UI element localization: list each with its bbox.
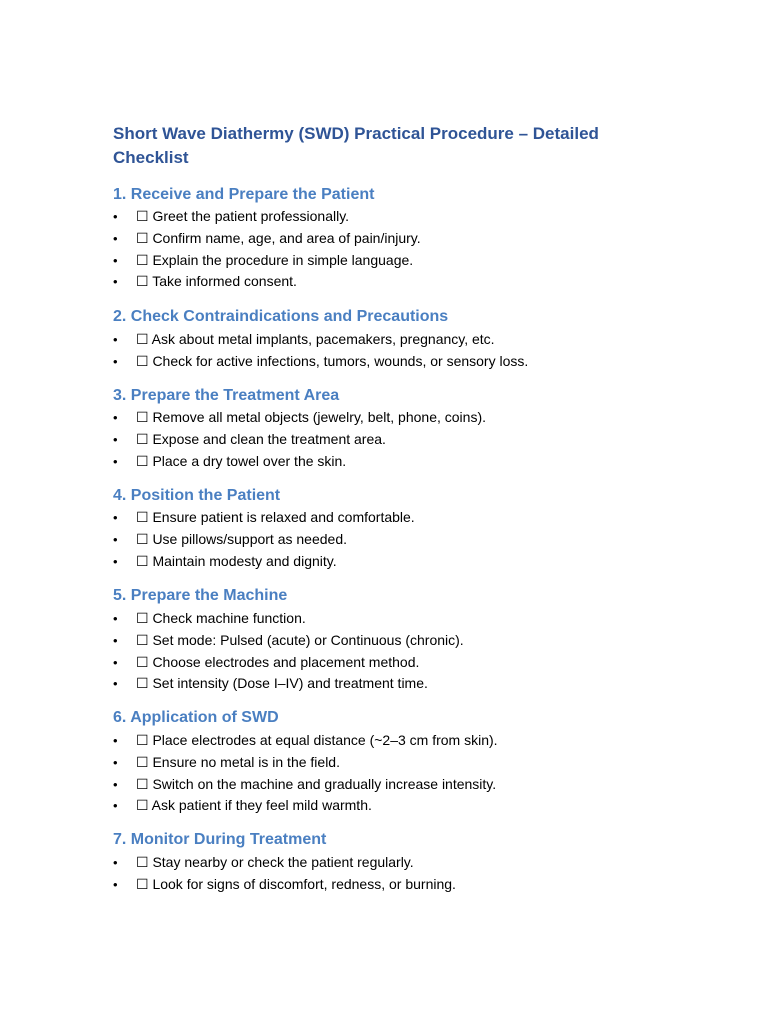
checklist-item-text: ☐ Choose electrodes and placement method. [136, 653, 420, 670]
bullet-icon: • [113, 230, 118, 246]
bullet-icon: • [113, 274, 118, 290]
bullet-icon: • [113, 798, 118, 814]
checklist-item-text: ☐ Check machine function. [136, 610, 306, 626]
section-heading: 5. Prepare the Machine [113, 587, 288, 604]
checklist-item-text: ☐ Switch on the machine and gradually increase intensity. [136, 775, 497, 792]
bullet-icon: • [113, 531, 118, 547]
checklist-item-text: ☐ Expose and clean the treatment area. [136, 430, 386, 447]
checklist-item-text: ☐ Remove all metal objects (jewelry, belt, phone, coins). [136, 409, 486, 425]
bullet-icon: • [113, 553, 118, 569]
bullet-icon: • [113, 876, 118, 892]
bullet-icon: • [113, 252, 118, 268]
checklist-item-text: ☐ Use pillows/support as needed. [136, 530, 347, 547]
section-heading: 2. Check Contraindications and Precautions [113, 308, 449, 325]
checklist-item-text: ☐ Ask patient if they feel mild warmth. [136, 797, 372, 814]
checklist-item-text: ☐ Ensure patient is relaxed and comfortable. [136, 509, 415, 525]
checklist-item-text: ☐ Set intensity (Dose I–IV) and treatment time. [136, 675, 428, 692]
checklist-item-text: ☐ Maintain modesty and dignity. [136, 552, 337, 569]
section-heading: 3. Prepare the Treatment Area [113, 387, 340, 404]
bullet-icon: • [113, 611, 118, 626]
bullet-icon: • [113, 855, 118, 870]
section-heading: 1. Receive and Prepare the Patient [113, 186, 375, 203]
bullet-icon: • [113, 676, 118, 692]
checklist-item-text: ☐ Place a dry towel over the skin. [136, 452, 347, 469]
bullet-icon: • [113, 754, 118, 770]
bullet-icon: • [113, 510, 118, 525]
checklist-item-text: ☐ Place electrodes at equal distance (~2–3 cm from skin). [136, 732, 498, 748]
checklist-item-text: ☐ Stay nearby or check the patient regularly. [136, 854, 414, 870]
checklist-item-text: ☐ Take informed consent. [136, 273, 297, 290]
bullet-icon: • [113, 209, 118, 224]
document-title: Short Wave Diathermy (SWD) Practical Procedure – Detailed Checklist [113, 124, 599, 167]
checklist-item-text: ☐ Check for active infections, tumors, wounds, or sensory loss. [136, 352, 529, 369]
bullet-icon: • [113, 332, 118, 347]
bullet-icon: • [113, 431, 118, 447]
section-heading: 4. Position the Patient [113, 487, 281, 504]
section-heading: 7. Monitor During Treatment [113, 831, 327, 848]
checklist-item-text: ☐ Look for signs of discomfort, redness, or burning. [136, 875, 456, 892]
bullet-icon: • [113, 733, 118, 748]
checklist-item-text: ☐ Confirm name, age, and area of pain/injury. [136, 229, 421, 246]
section-heading: 6. Application of SWD [113, 709, 279, 726]
bullet-icon: • [113, 410, 118, 425]
checklist-item-text: ☐ Set mode: Pulsed (acute) or Continuous (chronic). [136, 631, 464, 648]
bullet-icon: • [113, 632, 118, 648]
checklist-item-text: ☐ Ask about metal implants, pacemakers, pregnancy, etc. [136, 331, 495, 347]
checklist-item-text: ☐ Greet the patient professionally. [136, 208, 350, 224]
checklist-item-text: ☐ Ensure no metal is in the field. [136, 753, 340, 770]
bullet-icon: • [113, 654, 118, 670]
bullet-icon: • [113, 353, 118, 369]
checklist-item-text: ☐ Explain the procedure in simple language. [136, 251, 414, 268]
bullet-icon: • [113, 453, 118, 469]
bullet-icon: • [113, 776, 118, 792]
